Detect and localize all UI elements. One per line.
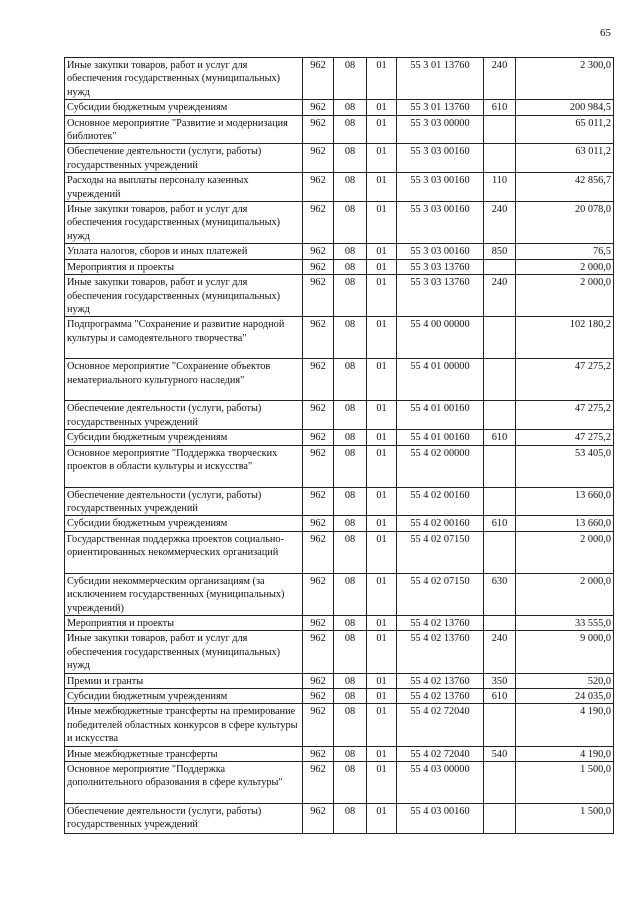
section-code-cell: 08	[334, 704, 367, 746]
subsection-code-cell: 01	[367, 704, 397, 746]
expense-name-cell: Обеспечение деятельности (услуги, работы) государственных учреждений	[65, 487, 303, 516]
ministry-code-cell: 962	[303, 516, 334, 531]
table-row	[65, 359, 614, 401]
target-article-cell: 55 4 02 13760	[397, 615, 484, 630]
amount-cell: 13 660,0	[516, 487, 614, 516]
expense-type-cell	[484, 401, 516, 430]
expense-type-cell: 240	[484, 631, 516, 673]
section-code-cell: 08	[334, 430, 367, 445]
section-code-cell: 08	[334, 804, 367, 834]
amount-cell: 200 984,5	[516, 100, 614, 115]
amount-cell: 2 000,0	[516, 259, 614, 274]
target-article-cell: 55 4 02 00000	[397, 445, 484, 487]
subsection-code-cell: 01	[367, 531, 397, 573]
ministry-code-cell: 962	[303, 259, 334, 274]
expense-type-cell	[484, 317, 516, 359]
section-code-cell: 08	[334, 631, 367, 673]
expense-type-cell: 610	[484, 430, 516, 445]
expense-name-cell: Расходы на выплаты персоналу казенных учреждений	[65, 173, 303, 202]
ministry-code-cell: 962	[303, 631, 334, 673]
section-code-cell: 08	[334, 573, 367, 615]
ministry-code-cell: 962	[303, 202, 334, 244]
table-row	[65, 762, 614, 804]
table-row	[65, 202, 614, 244]
table-row	[65, 144, 614, 173]
table-row	[65, 516, 614, 531]
expense-type-cell: 630	[484, 573, 516, 615]
subsection-code-cell: 01	[367, 100, 397, 115]
table-row	[65, 430, 614, 445]
table-body	[65, 58, 614, 834]
expense-name-cell: Субсидии некоммерческим организациям (за исключением государственных (муниципальных) учреждений)	[65, 573, 303, 615]
expense-type-cell	[484, 259, 516, 274]
table-row	[65, 401, 614, 430]
amount-cell: 1 500,0	[516, 804, 614, 834]
expense-type-cell	[484, 531, 516, 573]
table-row	[65, 704, 614, 746]
ministry-code-cell: 962	[303, 689, 334, 704]
subsection-code-cell: 01	[367, 516, 397, 531]
section-code-cell: 08	[334, 259, 367, 274]
expense-name-cell: Иные закупки товаров, работ и услуг для обеспечения государственных (муниципальных) нужд	[65, 58, 303, 100]
expense-name-cell: Подпрограмма "Сохранение и развитие народной культуры и самодеятельного творчества"	[65, 317, 303, 359]
ministry-code-cell: 962	[303, 445, 334, 487]
amount-cell: 1 500,0	[516, 762, 614, 804]
section-code-cell: 08	[334, 275, 367, 317]
amount-cell: 42 856,7	[516, 173, 614, 202]
amount-cell: 2 000,0	[516, 573, 614, 615]
ministry-code-cell: 962	[303, 115, 334, 144]
subsection-code-cell: 01	[367, 173, 397, 202]
amount-cell: 13 660,0	[516, 516, 614, 531]
section-code-cell: 08	[334, 115, 367, 144]
subsection-code-cell: 01	[367, 631, 397, 673]
subsection-code-cell: 01	[367, 115, 397, 144]
ministry-code-cell: 962	[303, 531, 334, 573]
section-code-cell: 08	[334, 615, 367, 630]
amount-cell: 2 000,0	[516, 531, 614, 573]
section-code-cell: 08	[334, 487, 367, 516]
amount-cell: 2 300,0	[516, 58, 614, 100]
subsection-code-cell: 01	[367, 401, 397, 430]
table-row	[65, 100, 614, 115]
ministry-code-cell: 962	[303, 275, 334, 317]
expense-name-cell: Мероприятия и проекты	[65, 259, 303, 274]
expense-name-cell: Премии и гранты	[65, 673, 303, 688]
target-article-cell: 55 3 01 13760	[397, 58, 484, 100]
budget-table	[64, 57, 614, 834]
amount-cell: 65 011,2	[516, 115, 614, 144]
expense-type-cell	[484, 615, 516, 630]
target-article-cell: 55 3 03 13760	[397, 275, 484, 317]
amount-cell: 4 190,0	[516, 746, 614, 761]
expense-name-cell: Государственная поддержка проектов социально-ориентированных некоммерческих организаций	[65, 531, 303, 573]
section-code-cell: 08	[334, 244, 367, 259]
target-article-cell: 55 3 03 00160	[397, 144, 484, 173]
subsection-code-cell: 01	[367, 746, 397, 761]
target-article-cell: 55 3 03 00000	[397, 115, 484, 144]
ministry-code-cell: 962	[303, 173, 334, 202]
page-number: 65	[600, 27, 611, 39]
amount-cell: 24 035,0	[516, 689, 614, 704]
target-article-cell: 55 4 00 00000	[397, 317, 484, 359]
ministry-code-cell: 962	[303, 762, 334, 804]
section-code-cell: 08	[334, 762, 367, 804]
expense-name-cell: Субсидии бюджетным учреждениям	[65, 100, 303, 115]
subsection-code-cell: 01	[367, 317, 397, 359]
subsection-code-cell: 01	[367, 275, 397, 317]
section-code-cell: 08	[334, 144, 367, 173]
target-article-cell: 55 4 02 00160	[397, 487, 484, 516]
expense-name-cell: Иные закупки товаров, работ и услуг для обеспечения государственных (муниципальных) нужд	[65, 202, 303, 244]
target-article-cell: 55 4 02 13760	[397, 631, 484, 673]
expense-type-cell: 240	[484, 58, 516, 100]
expense-type-cell: 350	[484, 673, 516, 688]
expense-type-cell: 610	[484, 516, 516, 531]
expense-type-cell: 610	[484, 689, 516, 704]
ministry-code-cell: 962	[303, 317, 334, 359]
section-code-cell: 08	[334, 689, 367, 704]
table-row	[65, 804, 614, 834]
amount-cell: 76,5	[516, 244, 614, 259]
subsection-code-cell: 01	[367, 804, 397, 834]
expense-name-cell: Обеспечение деятельности (услуги, работы) государственных учреждений	[65, 804, 303, 834]
section-code-cell: 08	[334, 317, 367, 359]
target-article-cell: 55 4 02 72040	[397, 746, 484, 761]
table-row	[65, 259, 614, 274]
expense-type-cell: 850	[484, 244, 516, 259]
expense-name-cell: Субсидии бюджетным учреждениям	[65, 430, 303, 445]
subsection-code-cell: 01	[367, 202, 397, 244]
table-row	[65, 317, 614, 359]
amount-cell: 47 275,2	[516, 430, 614, 445]
subsection-code-cell: 01	[367, 430, 397, 445]
table-row	[65, 615, 614, 630]
expense-type-cell: 240	[484, 202, 516, 244]
ministry-code-cell: 962	[303, 573, 334, 615]
expense-type-cell: 540	[484, 746, 516, 761]
subsection-code-cell: 01	[367, 445, 397, 487]
section-code-cell: 08	[334, 58, 367, 100]
subsection-code-cell: 01	[367, 615, 397, 630]
expense-type-cell	[484, 762, 516, 804]
target-article-cell: 55 4 01 00160	[397, 401, 484, 430]
table-row	[65, 746, 614, 761]
target-article-cell: 55 4 01 00160	[397, 430, 484, 445]
target-article-cell: 55 4 02 72040	[397, 704, 484, 746]
table-row	[65, 275, 614, 317]
amount-cell: 33 555,0	[516, 615, 614, 630]
subsection-code-cell: 01	[367, 244, 397, 259]
table-row	[65, 244, 614, 259]
expense-type-cell	[484, 804, 516, 834]
subsection-code-cell: 01	[367, 359, 397, 401]
subsection-code-cell: 01	[367, 673, 397, 688]
expense-name-cell: Мероприятия и проекты	[65, 615, 303, 630]
amount-cell: 9 000,0	[516, 631, 614, 673]
ministry-code-cell: 962	[303, 746, 334, 761]
target-article-cell: 55 3 03 00160	[397, 244, 484, 259]
table-row	[65, 673, 614, 688]
expense-name-cell: Иные межбюджетные трансферты	[65, 746, 303, 761]
table-row	[65, 573, 614, 615]
subsection-code-cell: 01	[367, 689, 397, 704]
ministry-code-cell: 962	[303, 487, 334, 516]
table-row	[65, 689, 614, 704]
amount-cell: 47 275,2	[516, 359, 614, 401]
expense-name-cell: Обеспечение деятельности (услуги, работы) государственных учреждений	[65, 401, 303, 430]
expense-name-cell: Основное мероприятие "Сохранение объектов нематериального культурного наследия"	[65, 359, 303, 401]
section-code-cell: 08	[334, 516, 367, 531]
amount-cell: 520,0	[516, 673, 614, 688]
amount-cell: 4 190,0	[516, 704, 614, 746]
table-row	[65, 58, 614, 100]
target-article-cell: 55 4 03 00000	[397, 762, 484, 804]
subsection-code-cell: 01	[367, 259, 397, 274]
section-code-cell: 08	[334, 401, 367, 430]
ministry-code-cell: 962	[303, 401, 334, 430]
ministry-code-cell: 962	[303, 704, 334, 746]
amount-cell: 2 000,0	[516, 275, 614, 317]
ministry-code-cell: 962	[303, 244, 334, 259]
expense-type-cell	[484, 704, 516, 746]
section-code-cell: 08	[334, 173, 367, 202]
section-code-cell: 08	[334, 100, 367, 115]
expense-name-cell: Субсидии бюджетным учреждениям	[65, 689, 303, 704]
target-article-cell: 55 3 03 00160	[397, 173, 484, 202]
subsection-code-cell: 01	[367, 144, 397, 173]
expense-type-cell	[484, 115, 516, 144]
target-article-cell: 55 4 03 00160	[397, 804, 484, 834]
expense-name-cell: Иные закупки товаров, работ и услуг для обеспечения государственных (муниципальных) нужд	[65, 275, 303, 317]
subsection-code-cell: 01	[367, 762, 397, 804]
target-article-cell: 55 3 01 13760	[397, 100, 484, 115]
subsection-code-cell: 01	[367, 487, 397, 516]
expense-type-cell	[484, 144, 516, 173]
section-code-cell: 08	[334, 673, 367, 688]
expense-type-cell	[484, 359, 516, 401]
table-row	[65, 531, 614, 573]
ministry-code-cell: 962	[303, 430, 334, 445]
amount-cell: 47 275,2	[516, 401, 614, 430]
expense-name-cell: Основное мероприятие "Поддержка дополнительного образования в сфере культуры"	[65, 762, 303, 804]
target-article-cell: 55 4 02 13760	[397, 689, 484, 704]
amount-cell: 20 078,0	[516, 202, 614, 244]
section-code-cell: 08	[334, 531, 367, 573]
expense-type-cell	[484, 487, 516, 516]
target-article-cell: 55 3 03 13760	[397, 259, 484, 274]
ministry-code-cell: 962	[303, 144, 334, 173]
section-code-cell: 08	[334, 359, 367, 401]
target-article-cell: 55 4 02 07150	[397, 531, 484, 573]
expense-type-cell: 110	[484, 173, 516, 202]
expense-name-cell: Уплата налогов, сборов и иных платежей	[65, 244, 303, 259]
target-article-cell: 55 4 01 00000	[397, 359, 484, 401]
target-article-cell: 55 3 03 00160	[397, 202, 484, 244]
target-article-cell: 55 4 02 00160	[397, 516, 484, 531]
ministry-code-cell: 962	[303, 673, 334, 688]
expense-type-cell: 610	[484, 100, 516, 115]
amount-cell: 63 011,2	[516, 144, 614, 173]
section-code-cell: 08	[334, 746, 367, 761]
subsection-code-cell: 01	[367, 58, 397, 100]
expense-name-cell: Иные закупки товаров, работ и услуг для обеспечения государственных (муниципальных) нужд	[65, 631, 303, 673]
table-row	[65, 115, 614, 144]
target-article-cell: 55 4 02 13760	[397, 673, 484, 688]
target-article-cell: 55 4 02 07150	[397, 573, 484, 615]
expense-name-cell: Субсидии бюджетным учреждениям	[65, 516, 303, 531]
ministry-code-cell: 962	[303, 100, 334, 115]
table-row	[65, 631, 614, 673]
table-row	[65, 445, 614, 487]
expense-name-cell: Иные межбюджетные трансферты на премирование победителей областных конкурсов в сфере культуры и искусства	[65, 704, 303, 746]
expense-name-cell: Основное мероприятие "Поддержка творческих проектов в области культуры и искусства"	[65, 445, 303, 487]
section-code-cell: 08	[334, 202, 367, 244]
expense-type-cell	[484, 445, 516, 487]
expense-name-cell: Основное мероприятие "Развитие и модернизация библиотек"	[65, 115, 303, 144]
expense-type-cell: 240	[484, 275, 516, 317]
section-code-cell: 08	[334, 445, 367, 487]
subsection-code-cell: 01	[367, 573, 397, 615]
table-row	[65, 487, 614, 516]
amount-cell: 102 180,2	[516, 317, 614, 359]
ministry-code-cell: 962	[303, 58, 334, 100]
ministry-code-cell: 962	[303, 359, 334, 401]
table-row	[65, 173, 614, 202]
ministry-code-cell: 962	[303, 804, 334, 834]
amount-cell: 53 405,0	[516, 445, 614, 487]
expense-name-cell: Обеспечение деятельности (услуги, работы) государственных учреждений	[65, 144, 303, 173]
ministry-code-cell: 962	[303, 615, 334, 630]
